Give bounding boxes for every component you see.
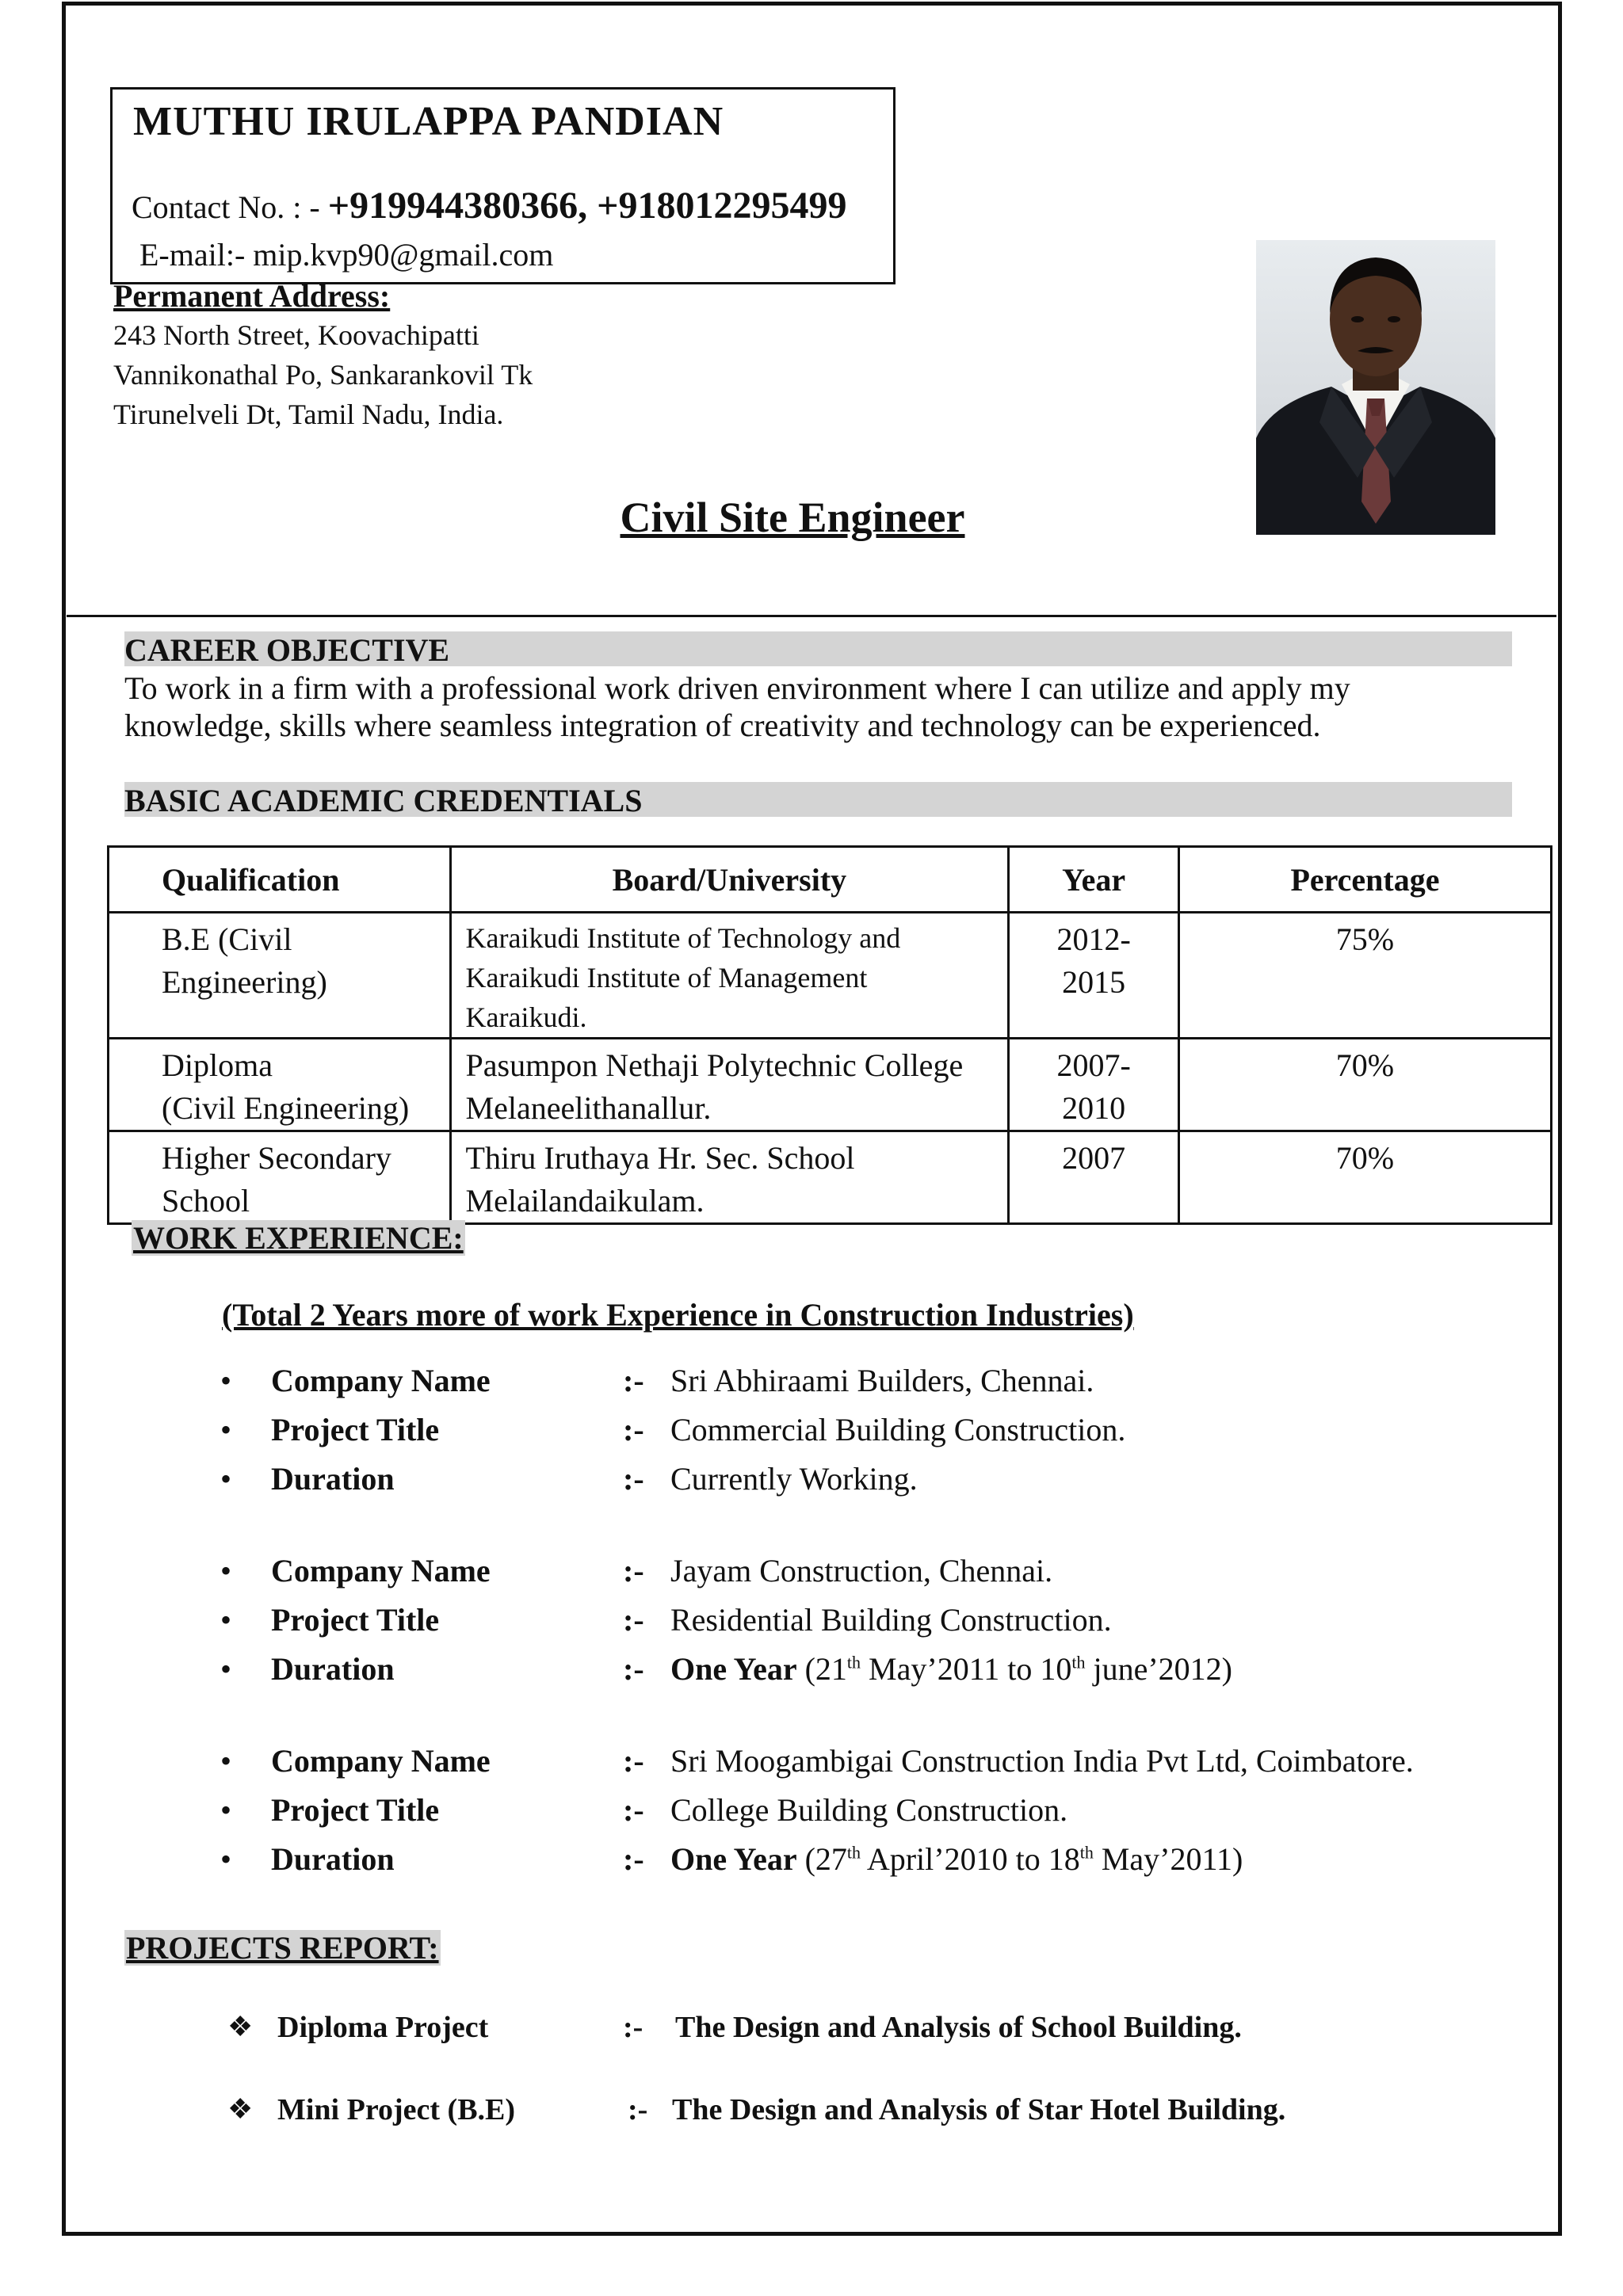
separator: :- xyxy=(623,1553,644,1589)
qualification-line: B.E (Civil xyxy=(162,921,292,957)
separator: :- xyxy=(623,2011,643,2044)
career-objective-title: CAREER OBJECTIVE xyxy=(124,632,450,668)
experience-summary: (Total 2 Years more of work Experience in Construction Industries) xyxy=(222,1297,1134,1333)
separator: :- xyxy=(623,1743,644,1779)
duration-sup: th xyxy=(846,1652,861,1672)
bullet: • xyxy=(220,1461,232,1497)
bullet: • xyxy=(220,1553,232,1589)
company-value: Sri Abhiraami Builders, Chennai. xyxy=(670,1363,1094,1398)
duration-part: june’2012) xyxy=(1085,1651,1232,1687)
projects-report-title: PROJECTS REPORT: xyxy=(126,1930,439,1966)
duration-part: April’2010 to 18 xyxy=(861,1841,1080,1877)
header-year: Year xyxy=(1009,847,1179,913)
phone-numbers: +919944380366, +918012295499 xyxy=(327,185,847,227)
diamond-bullet-icon: ❖ xyxy=(227,2011,254,2042)
table-row xyxy=(109,1131,1552,1224)
contact-label: Contact No. : - xyxy=(132,189,328,225)
company-value: Sri Moogambigai Construction India Pvt Ltd, Coimbatore. xyxy=(670,1743,1414,1779)
project-label: Project Title xyxy=(271,1412,440,1447)
company-label: Company Name xyxy=(271,1363,491,1398)
separator: :- xyxy=(623,1602,644,1638)
duration-value: Currently Working. xyxy=(670,1461,918,1497)
table-row xyxy=(109,1039,1552,1131)
contact-line xyxy=(132,184,846,227)
career-objective-line-1: To work in a firm with a professional work driven environment where I can utilize and apply my xyxy=(124,670,1350,706)
board-line: Thiru Iruthaya Hr. Sec. School xyxy=(465,1140,855,1176)
project-label: Project Title xyxy=(271,1602,440,1638)
academic-title: BASIC ACADEMIC CREDENTIALS xyxy=(124,783,643,818)
candidate-name: MUTHU IRULAPPA PANDIAN xyxy=(133,99,724,144)
percentage-cell: 70% xyxy=(1335,1140,1395,1176)
company-label: Company Name xyxy=(271,1553,491,1589)
projects-report-heading xyxy=(124,1929,441,1966)
header-percentage: Percentage xyxy=(1178,847,1551,913)
email-line: E-mail:- mip.kvp90@gmail.com xyxy=(139,237,554,273)
qualification-line: Diploma xyxy=(162,1047,273,1083)
duration-label: Duration xyxy=(271,1841,395,1877)
duration-sup: th xyxy=(846,1842,861,1863)
duration-bold: One Year xyxy=(670,1651,797,1687)
table-header-row xyxy=(109,847,1552,913)
duration-value xyxy=(670,1840,1243,1878)
address-line-1: 243 North Street, Koovachipatti xyxy=(113,319,479,351)
year-line: 2012- xyxy=(1056,921,1131,957)
duration-part: May’2011) xyxy=(1093,1841,1243,1877)
duration-value xyxy=(670,1650,1232,1688)
project-label: Project Title xyxy=(271,1792,440,1828)
board-line: Melailandaikulam. xyxy=(465,1183,705,1219)
duration-part: (21 xyxy=(796,1651,847,1687)
year-line: 2007 xyxy=(1062,1140,1126,1176)
divider xyxy=(67,615,1556,617)
percentage-cell: 70% xyxy=(1335,1047,1395,1083)
project-value: Residential Building Construction. xyxy=(670,1602,1112,1638)
project-value: College Building Construction. xyxy=(670,1792,1068,1828)
company-label: Company Name xyxy=(271,1743,491,1779)
separator: :- xyxy=(623,1651,644,1687)
percentage-cell: 75% xyxy=(1335,921,1395,957)
project-report-value: The Design and Analysis of School Building. xyxy=(675,2011,1242,2044)
qualification-line: School xyxy=(162,1183,250,1219)
board-line: Karaikudi. xyxy=(465,1001,587,1033)
address-line-3: Tirunelveli Dt, Tamil Nadu, India. xyxy=(113,399,504,430)
duration-sup: th xyxy=(1071,1652,1086,1672)
header-qualification: Qualification xyxy=(109,847,451,913)
duration-part: May’2011 to 10 xyxy=(861,1651,1072,1687)
project-report-label: Mini Project (B.E) xyxy=(277,2093,516,2126)
career-objective-line-2: knowledge, skills where seamless integration of creativity and technology can be experienced. xyxy=(124,707,1321,743)
separator: :- xyxy=(628,2093,648,2126)
separator: :- xyxy=(623,1841,644,1877)
bullet: • xyxy=(220,1743,232,1779)
separator: :- xyxy=(623,1461,644,1497)
duration-bold: One Year xyxy=(670,1841,797,1877)
board-line: Pasumpon Nethaji Polytechnic College xyxy=(465,1047,964,1083)
bullet: • xyxy=(220,1841,232,1877)
work-experience-title: WORK EXPERIENCE: xyxy=(133,1220,464,1256)
project-value: Commercial Building Construction. xyxy=(670,1412,1126,1447)
diamond-bullet-icon: ❖ xyxy=(227,2093,254,2125)
address-heading: Permanent Address: xyxy=(113,278,391,314)
year-line: 2015 xyxy=(1062,964,1126,1000)
board-line: Karaikudi Institute of Technology and xyxy=(465,922,901,954)
bullet: • xyxy=(220,1363,232,1398)
profile-photo xyxy=(1256,240,1495,535)
separator: :- xyxy=(623,1412,644,1447)
header-board: Board/University xyxy=(450,847,1009,913)
board-line: Karaikudi Institute of Management xyxy=(465,962,868,994)
bullet: • xyxy=(220,1792,232,1828)
project-report-label: Diploma Project xyxy=(277,2011,489,2044)
year-line: 2007- xyxy=(1056,1047,1131,1083)
work-experience-heading xyxy=(132,1219,465,1257)
bullet: • xyxy=(220,1651,232,1687)
duration-label: Duration xyxy=(271,1461,395,1497)
board-line: Melaneelithanallur. xyxy=(465,1090,712,1126)
duration-part: (27 xyxy=(796,1841,847,1877)
separator: :- xyxy=(623,1792,644,1828)
job-title: Civil Site Engineer xyxy=(620,494,965,541)
bullet: • xyxy=(220,1412,232,1447)
separator: :- xyxy=(623,1363,644,1398)
bullet: • xyxy=(220,1602,232,1638)
year-line: 2010 xyxy=(1062,1090,1126,1126)
project-report-value: The Design and Analysis of Star Hotel Building. xyxy=(672,2093,1286,2126)
qualification-line: Engineering) xyxy=(162,964,327,1000)
qualification-line: Higher Secondary xyxy=(162,1140,391,1176)
duration-label: Duration xyxy=(271,1651,395,1687)
duration-sup: th xyxy=(1079,1842,1094,1863)
academic-table xyxy=(107,845,1552,1225)
address-line-2: Vannikonathal Po, Sankarankovil Tk xyxy=(113,359,533,391)
company-value: Jayam Construction, Chennai. xyxy=(670,1553,1053,1589)
table-row xyxy=(109,913,1552,1039)
qualification-line: (Civil Engineering) xyxy=(162,1090,410,1126)
